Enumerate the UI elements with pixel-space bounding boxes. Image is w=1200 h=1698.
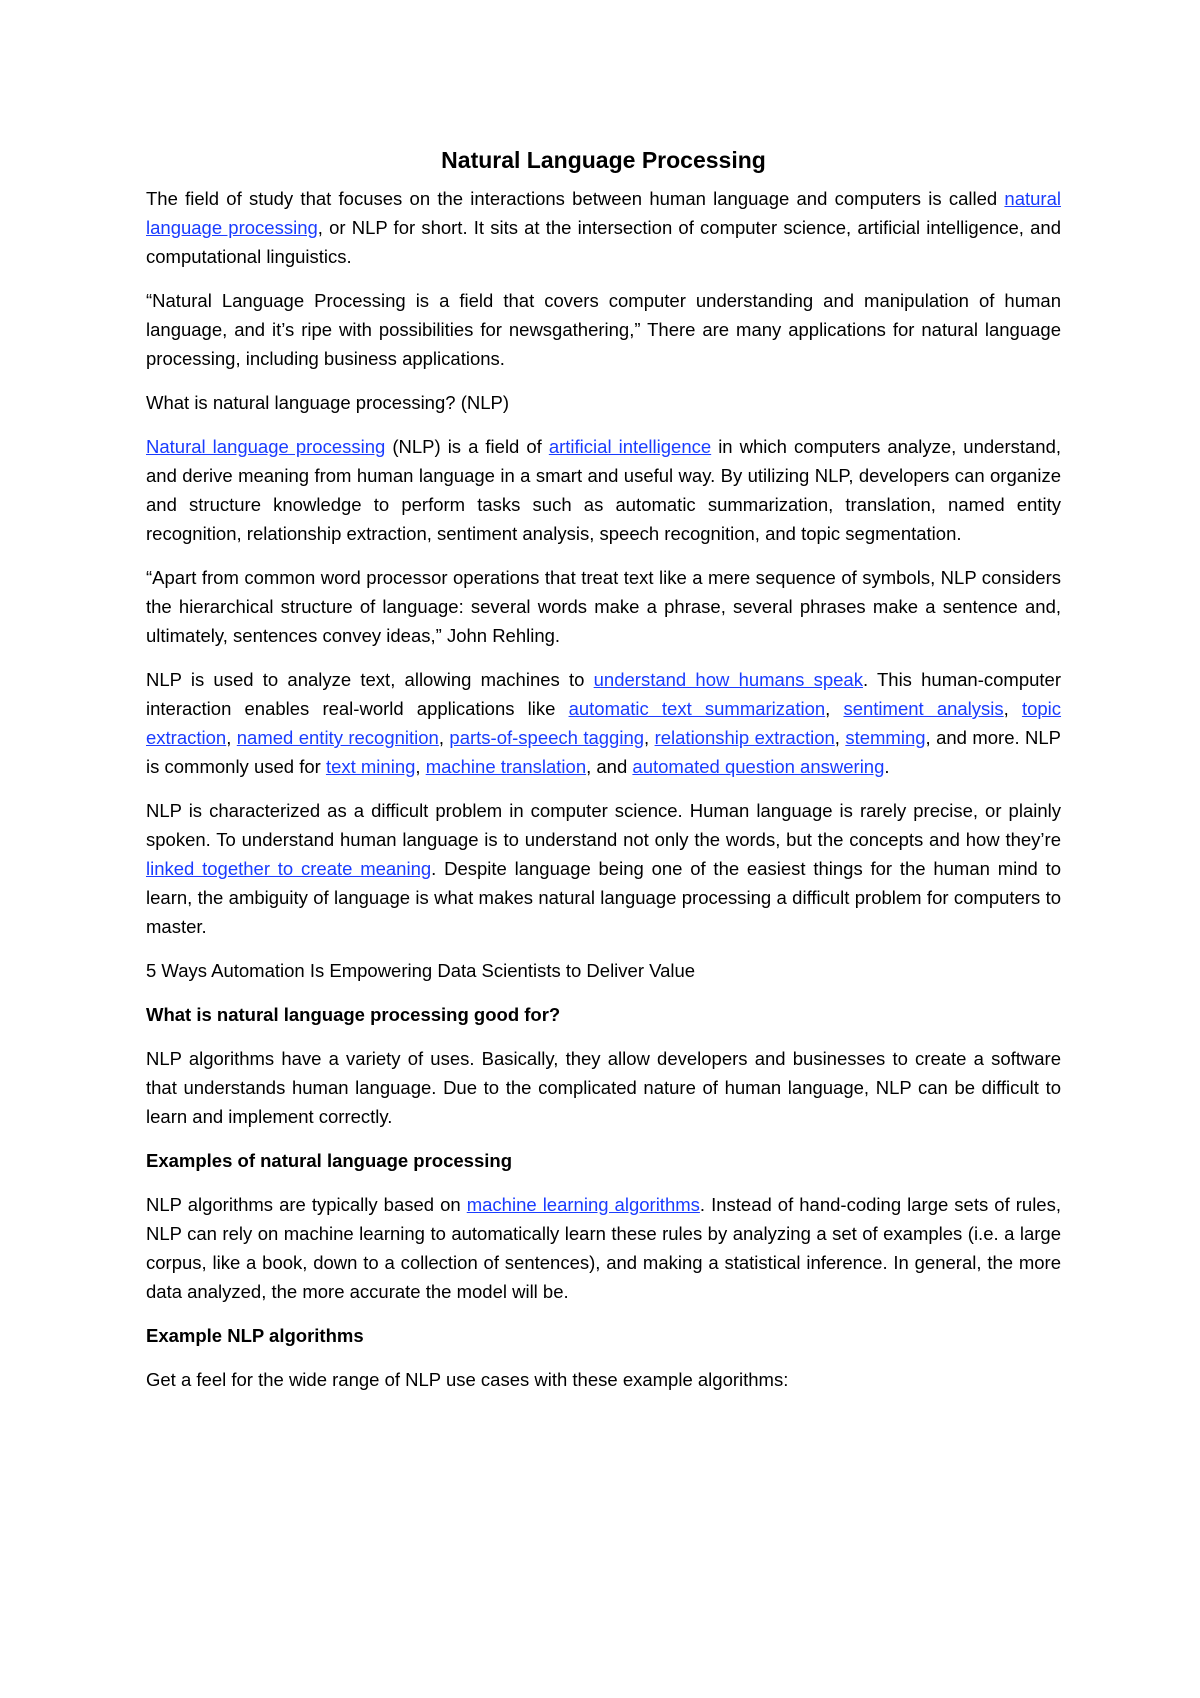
text-run: , — [825, 698, 844, 719]
paragraph-uses: NLP algorithms have a variety of uses. Basically, they allow developers and businesses to create a software that understands human language. Due to the complicated nature of human language, NLP can be difficult to learn and implement correctly. — [146, 1048, 1061, 1127]
link-parts-of-speech-tagging[interactable]: parts-of-speech tagging — [449, 727, 645, 748]
link-relationship-extraction[interactable]: relationship extraction — [654, 727, 835, 748]
link-text-mining[interactable]: text mining — [325, 756, 416, 777]
text-run: The field of study that focuses on the interactions between human language and computers is called — [146, 188, 1005, 209]
paragraph-definition — [146, 432, 1061, 548]
text-run: , or NLP for short. It sits at the intersection of computer science, artificial intelligence, and computational linguistics. — [146, 217, 1061, 267]
document-page — [146, 144, 1061, 1409]
paragraph-applications — [146, 665, 1061, 781]
text-run: NLP is used to analyze text, allowing machines to — [146, 669, 594, 690]
text-run: . Despite language being one of the easiest things for the human mind to learn, the ambiguity of language is what makes natural language processing a difficult problem for computers to master. — [146, 858, 1062, 937]
text-run: . — [884, 756, 890, 777]
text-run: , — [438, 727, 450, 748]
text-run: , — [834, 727, 846, 748]
text-run: , and more. NLP is commonly used for — [146, 727, 1062, 777]
document-title: Natural Language Processing — [441, 147, 766, 173]
text-run: . This human-computer interaction enables real-world applications like — [146, 669, 1061, 719]
link-stemming[interactable]: stemming — [845, 727, 926, 748]
link-named-entity-recognition[interactable]: named entity recognition — [236, 727, 439, 748]
text-run: NLP algorithms are typically based on — [146, 1194, 467, 1215]
link-natural-language-processing[interactable]: natural language processing — [146, 188, 1061, 238]
text-run: , — [226, 727, 237, 748]
paragraph-ml-algorithms — [146, 1190, 1061, 1306]
link-understand-how-humans-speak[interactable]: understand how humans speak — [593, 669, 863, 690]
heading-example-algorithms: Example NLP algorithms — [146, 1325, 364, 1346]
paragraph-use-cases: Get a feel for the wide range of NLP use cases with these example algorithms: — [146, 1369, 789, 1390]
link-artificial-intelligence[interactable]: artificial intelligence — [548, 436, 712, 457]
link-automatic-text-summarization[interactable]: automatic text summarization — [568, 698, 826, 719]
paragraph-quote-rehling: “Apart from common word processor operations that treat text like a mere sequence of symbols, NLP considers the hierarchical structure of language: several words make a phrase, several phrases make a sentence and, ultimately, sentences convey ideas,” John Rehling. — [146, 567, 1061, 646]
link-sentiment-analysis[interactable]: sentiment analysis — [843, 698, 1004, 719]
heading-good-for: What is natural language processing good for? — [146, 1004, 561, 1025]
text-run: , — [415, 756, 426, 777]
text-run: . Instead of hand-coding large sets of rules, NLP can rely on machine learning to automatically learn these rules by analyzing a set of examples (i.e. a large corpus, like a book, down to a collection of sentences), and making a statistical inference. In general, the more data analyzed, the more accurate the model will be. — [146, 1194, 1061, 1302]
heading-examples: Examples of natural language processing — [146, 1150, 512, 1171]
text-run: in which computers analyze, understand, and derive meaning from human language in a smart and useful way. By utilizing NLP, developers can organize and structure knowledge to perform tasks such as automatic summarization, translation, named entity recognition, relationship extraction, sentiment analysis, speech recognition, and topic segmentation. — [146, 436, 1062, 544]
text-run: , and — [586, 756, 633, 777]
paragraph-automation-title: 5 Ways Automation Is Empowering Data Scientists to Deliver Value — [146, 960, 696, 981]
link-linked-together-to-create-meaning[interactable]: linked together to create meaning — [146, 858, 432, 879]
link-machine-learning-algorithms[interactable]: machine learning algorithms — [466, 1194, 700, 1215]
text-run: , — [644, 727, 655, 748]
text-run: (NLP) is a field of — [385, 436, 549, 457]
paragraph-intro — [146, 184, 1061, 271]
text-run: NLP is characterized as a difficult problem in computer science. Human language is rarely precise, or plainly spoken. To understand human language is to understand not only the words, but the concepts and how they’re — [146, 800, 1061, 850]
link-automated-question-answering[interactable]: automated question answering — [632, 756, 885, 777]
text-run: , — [1003, 698, 1022, 719]
paragraph-quote-newsgathering: “Natural Language Processing is a field that covers computer understanding and manipulation of human language, and it’s ripe with possibilities for newsgathering,” There are many applications for natural language processing, including business applications. — [146, 290, 1061, 369]
link-topic-extraction[interactable]: topic extraction — [146, 698, 1062, 748]
link-machine-translation[interactable]: machine translation — [425, 756, 587, 777]
paragraph-what-is-nlp: What is natural language processing? (NLP) — [146, 392, 509, 413]
paragraph-difficulty — [146, 796, 1061, 941]
link-natural-language-processing-2[interactable]: Natural language processing — [146, 436, 386, 457]
